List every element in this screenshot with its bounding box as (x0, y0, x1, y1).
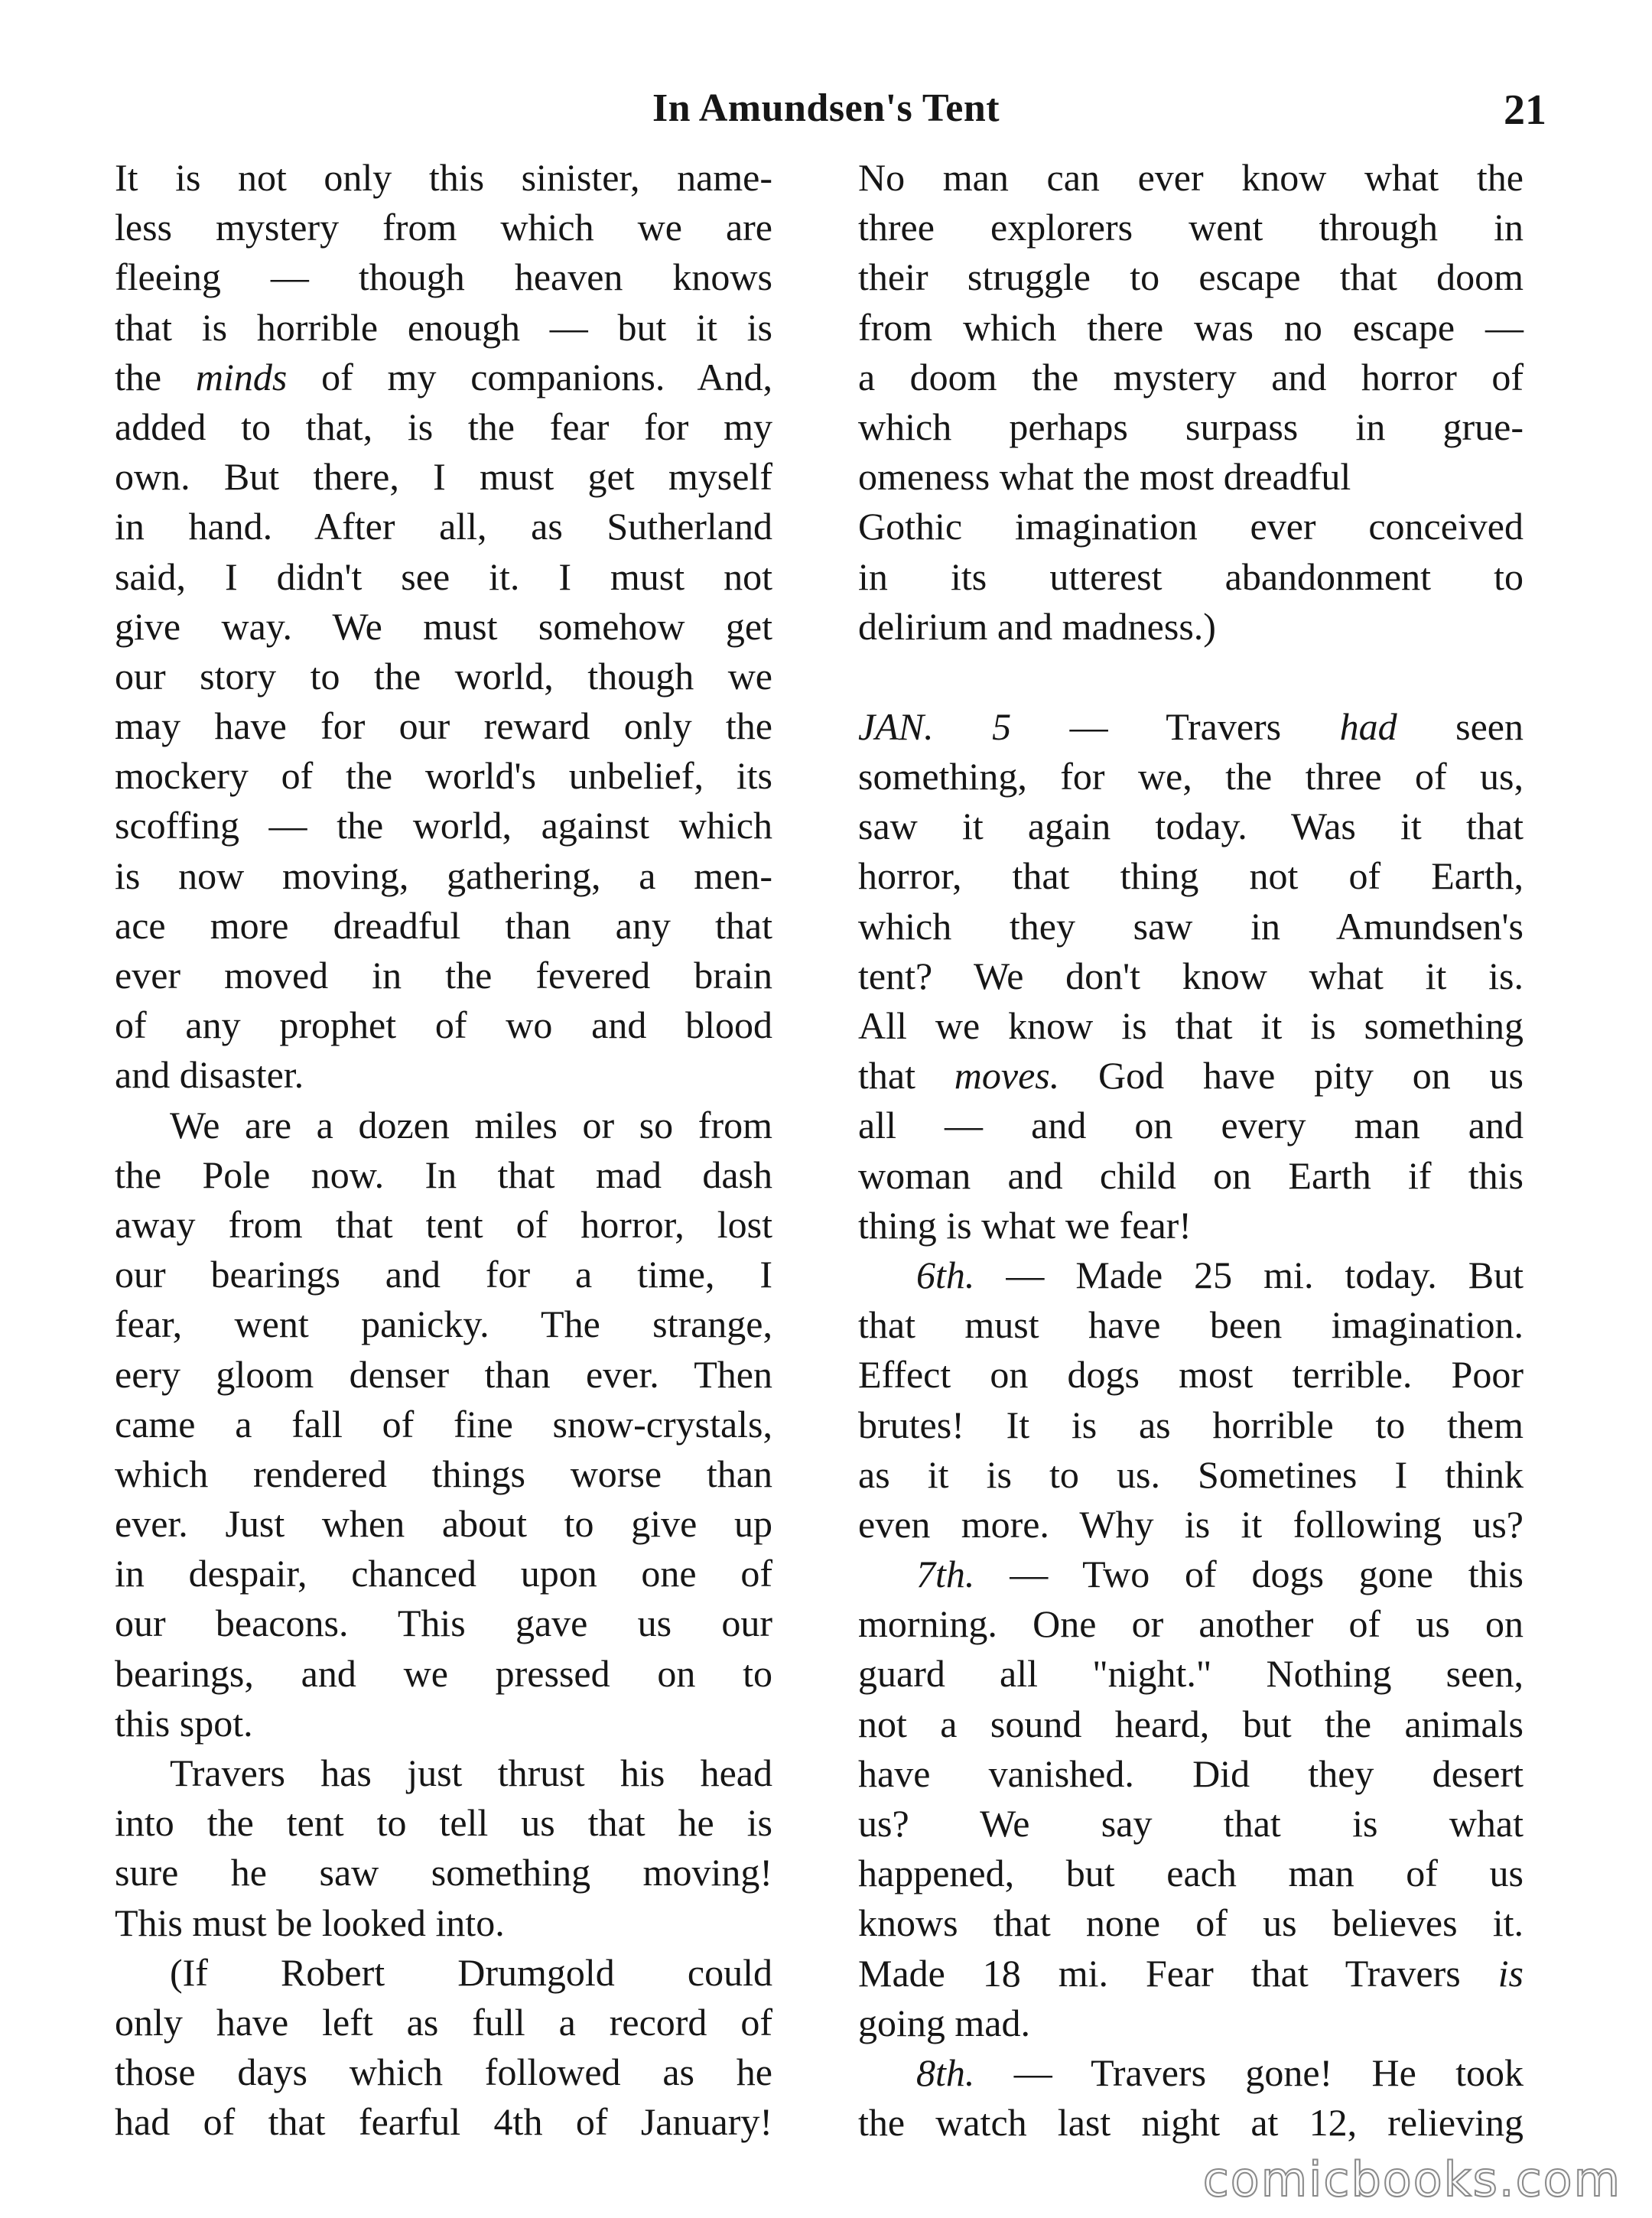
page-number: 21 (1504, 86, 1546, 134)
text-line: which rendered things worse than (115, 1452, 772, 1495)
text-line: sure he saw something moving! (115, 1851, 772, 1894)
text-line: said, I didn't see it. I must not (115, 554, 772, 598)
text-line: as it is to us. Sometines I think (858, 1452, 1524, 1496)
text-line: mockery of the world's unbelief, its (115, 754, 772, 798)
text-line: those days which followed as he (115, 2051, 772, 2094)
text-line: which perhaps surpass in grue- (858, 405, 1524, 448)
text-line: something, for we, the three of us, (858, 755, 1524, 798)
text-line: fear, went panicky. The strange, (115, 1303, 772, 1346)
text-line: of any prophet of wo and blood (115, 1003, 772, 1047)
text-line: knows that none of us believes it. (858, 1901, 1524, 1945)
text-line: three explorers went through in (858, 206, 1524, 249)
text-line: our bearings and for a time, I (115, 1253, 772, 1296)
text-line: give way. We must somehow get (115, 604, 772, 648)
text-line: delirium and madness.) (858, 604, 1216, 648)
text-line: the minds of my companions. And, (115, 355, 772, 398)
text-line: into the tent to tell us that he is (115, 1801, 772, 1845)
text-line: came a fall of fine snow-crystals, (115, 1402, 772, 1446)
text-line: had of that fearful 4th of January! (115, 2100, 772, 2144)
text-line: our beacons. This gave us our (115, 1602, 772, 1645)
text-line: this spot. (115, 1701, 253, 1745)
text-line: 7th. — Two of dogs gone this (916, 1553, 1524, 1596)
text-line: going mad. (858, 2001, 1030, 2044)
left-text-column (115, 153, 772, 2148)
text-line: morning. One or another of us on (858, 1602, 1524, 1646)
text-line: (If Robert Drumgold could (170, 1950, 772, 1994)
text-line: thing is what we fear! (858, 1203, 1192, 1247)
text-line: This must be looked into. (115, 1901, 505, 1944)
text-line: fleeing — though heaven knows (115, 255, 772, 299)
text-line: Travers has just thrust his head (170, 1751, 772, 1794)
text-line: 8th. — Travers gone! He took (916, 2051, 1524, 2094)
text-line: saw it again today. Was it that (858, 805, 1524, 848)
text-line: own. But there, I must get myself (115, 455, 772, 499)
text-line: ever moved in the fevered brain (115, 954, 772, 997)
text-line: JAN. 5 — Travers had seen (858, 704, 1524, 748)
text-line: guard all "night." Nothing seen, (858, 1652, 1524, 1696)
text-line: even more. Why is it following us? (858, 1502, 1524, 1546)
text-line: ace more dreadful than any that (115, 903, 772, 947)
text-line: the watch last night at 12, relieving (858, 2101, 1524, 2145)
text-line: scoffing — the world, against which (115, 804, 772, 847)
text-line: All we know is that it is something (858, 1004, 1524, 1047)
text-line: happened, but each man of us (858, 1852, 1524, 1895)
text-line: and disaster. (115, 1053, 304, 1097)
text-line: us? We say that is what (858, 1802, 1524, 1845)
text-line: have vanished. Did they desert (858, 1751, 1524, 1795)
text-line: the Pole now. In that mad dash (115, 1153, 772, 1196)
text-line: which they saw in Amundsen's (858, 904, 1524, 948)
page-header (0, 86, 1652, 147)
text-line: may have for our reward only the (115, 704, 772, 748)
text-line: less mystery from which we are (115, 206, 772, 249)
text-line: added to that, is the fear for my (115, 405, 772, 448)
text-line: No man can ever know what the (858, 156, 1524, 199)
text-line: all — and on every man and (858, 1104, 1524, 1147)
text-line: omeness what the most dreadful (858, 455, 1351, 499)
text-line: brutes! It is as horrible to them (858, 1403, 1524, 1446)
text-line: a doom the mystery and horror of (858, 355, 1524, 398)
text-line: bearings, and we pressed on to (115, 1651, 772, 1695)
text-line: tent? We don't know what it is. (858, 954, 1524, 997)
text-line: Effect on dogs most terrible. Poor (858, 1353, 1524, 1397)
text-line: in hand. After all, as Sutherland (115, 505, 772, 548)
text-line: ever. Just when about to give up (115, 1502, 772, 1546)
text-line: not a sound heard, but the animals (858, 1702, 1524, 1745)
text-line: from which there was no escape — (858, 305, 1524, 349)
text-line: is now moving, gathering, a men- (115, 854, 772, 897)
text-line: woman and child on Earth if this (858, 1153, 1524, 1197)
text-line: that must have been imagination. (858, 1303, 1524, 1347)
watermark: comicbooks.com (1202, 2151, 1621, 2207)
text-line: We are a dozen miles or so from (170, 1103, 772, 1146)
right-text-column (858, 153, 1524, 2148)
text-line: in its utterest abandonment to (858, 554, 1524, 598)
text-line: their struggle to escape that doom (858, 255, 1524, 299)
text-line: horror, that thing not of Earth, (858, 854, 1524, 898)
text-line: that moves. God have pity on us (858, 1054, 1524, 1098)
running-head: In Amundsen's Tent (652, 86, 1000, 130)
text-line: away from that tent of horror, lost (115, 1202, 772, 1246)
text-line: Gothic imagination ever conceived (858, 505, 1524, 548)
text-line: It is not only this sinister, name- (115, 156, 772, 199)
text-line: 6th. — Made 25 mi. today. But (916, 1253, 1524, 1296)
text-line: that is horrible enough — but it is (115, 305, 772, 349)
text-line: our story to the world, though we (115, 654, 772, 698)
text-line: in despair, chanced upon one of (115, 1552, 772, 1595)
text-line: only have left as full a record of (115, 2000, 772, 2044)
text-line: eery gloom denser than ever. Then (115, 1352, 772, 1396)
text-line: Made 18 mi. Fear that Travers is (858, 1951, 1524, 1995)
